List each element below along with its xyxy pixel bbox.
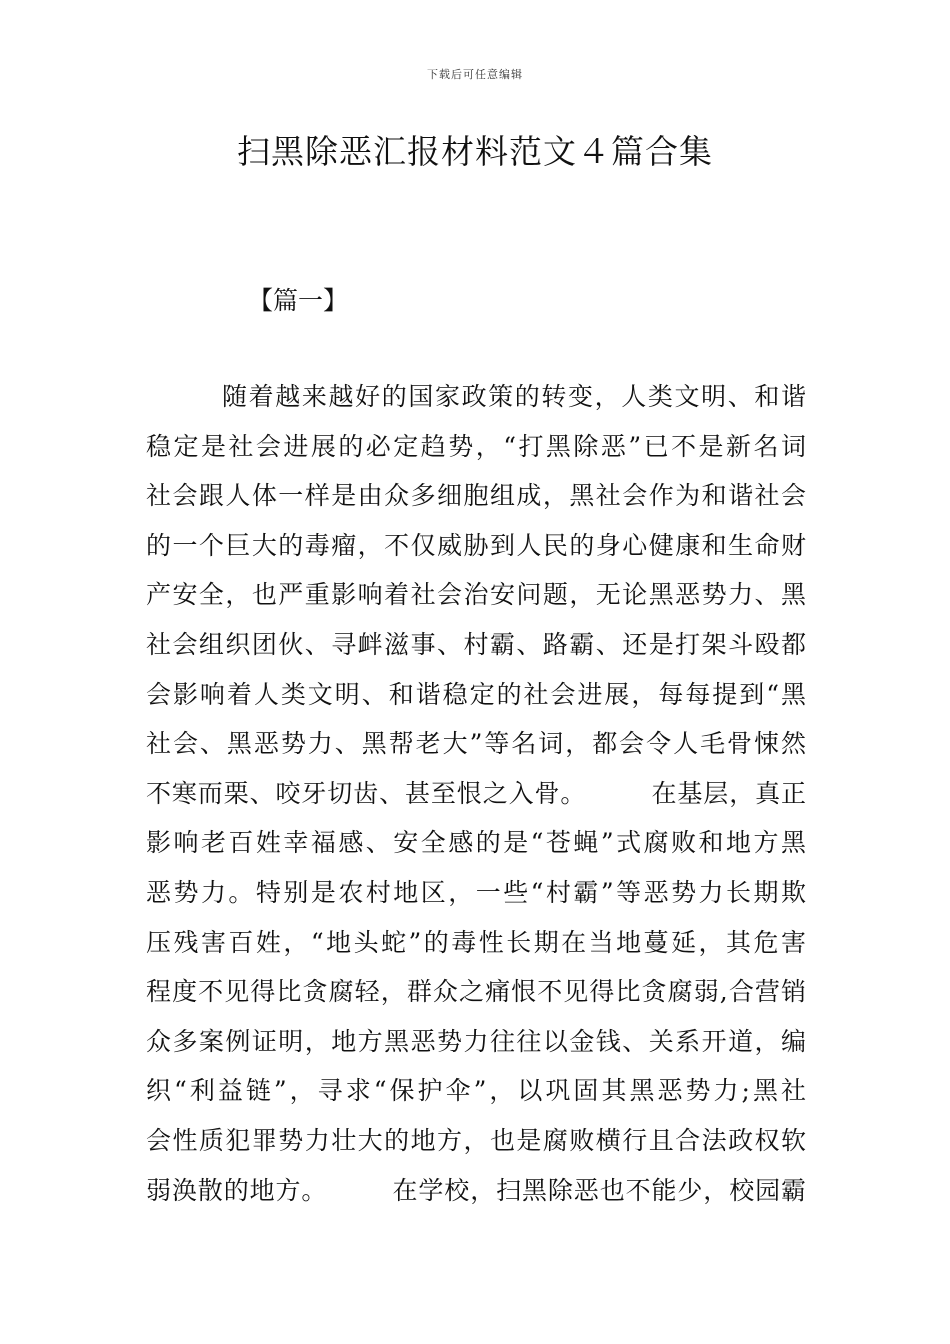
text-line: 的一个巨大的毒瘤，不仅威胁到人民的身心健康和生命财 bbox=[146, 530, 806, 560]
text-line: 影响老百姓幸福感、安全感的是“苍蝇”式腐败和地方黑 bbox=[146, 828, 806, 858]
text-line: 会性质犯罪势力壮大的地方，也是腐败横行且合法政权软 bbox=[146, 1125, 806, 1155]
document-title: 扫黑除恶汇报材料范文４篇合集 bbox=[237, 132, 713, 171]
text-line: 恶势力。特别是农村地区，一些“村霸”等恶势力长期欺 bbox=[146, 877, 806, 907]
text-line: 社会、黑恶势力、黑帮老大”等名词，都会令人毛骨悚然 bbox=[146, 729, 806, 759]
text-line: 社会跟人体一样是由众多细胞组成，黑社会作为和谐社会 bbox=[146, 481, 806, 511]
page-header-note: 下载后可任意编辑 bbox=[427, 68, 523, 81]
section-heading: 【篇一】 bbox=[248, 286, 349, 315]
text-line: 程度不见得比贪腐轻，群众之痛恨不见得比贪腐弱,合营销 bbox=[146, 977, 806, 1007]
text-line: 压残害百姓，“地头蛇”的毒性长期在当地蔓延，其危害 bbox=[146, 927, 806, 957]
text-line: 会影响着人类文明、和谐稳定的社会进展，每每提到“黑 bbox=[146, 679, 806, 709]
text-line: 随着越来越好的国家政策的转变，人类文明、和谐 bbox=[222, 382, 806, 411]
text-line: 产安全，也严重影响着社会治安问题，无论黑恶势力、黑 bbox=[146, 580, 806, 610]
body-paragraph bbox=[146, 372, 806, 1215]
text-line: 众多案例证明，地方黑恶势力往往以金钱、关系开道，编 bbox=[146, 1026, 806, 1056]
text-line: 稳定是社会进展的必定趋势，“打黑除恶”已不是新名词 bbox=[146, 431, 806, 461]
text-line: 社会组织团伙、寻衅滋事、村霸、路霸、还是打架斗殴都 bbox=[146, 629, 806, 659]
text-line: 织“利益链”，寻求“保护伞”，以巩固其黑恶势力;黑社 bbox=[146, 1076, 806, 1106]
text-line: 不寒而栗、咬牙切齿、甚至恨之入骨。 在基层，真正 bbox=[146, 778, 806, 808]
text-line: 弱涣散的地方。 在学校，扫黑除恶也不能少，校园霸 bbox=[146, 1175, 806, 1205]
